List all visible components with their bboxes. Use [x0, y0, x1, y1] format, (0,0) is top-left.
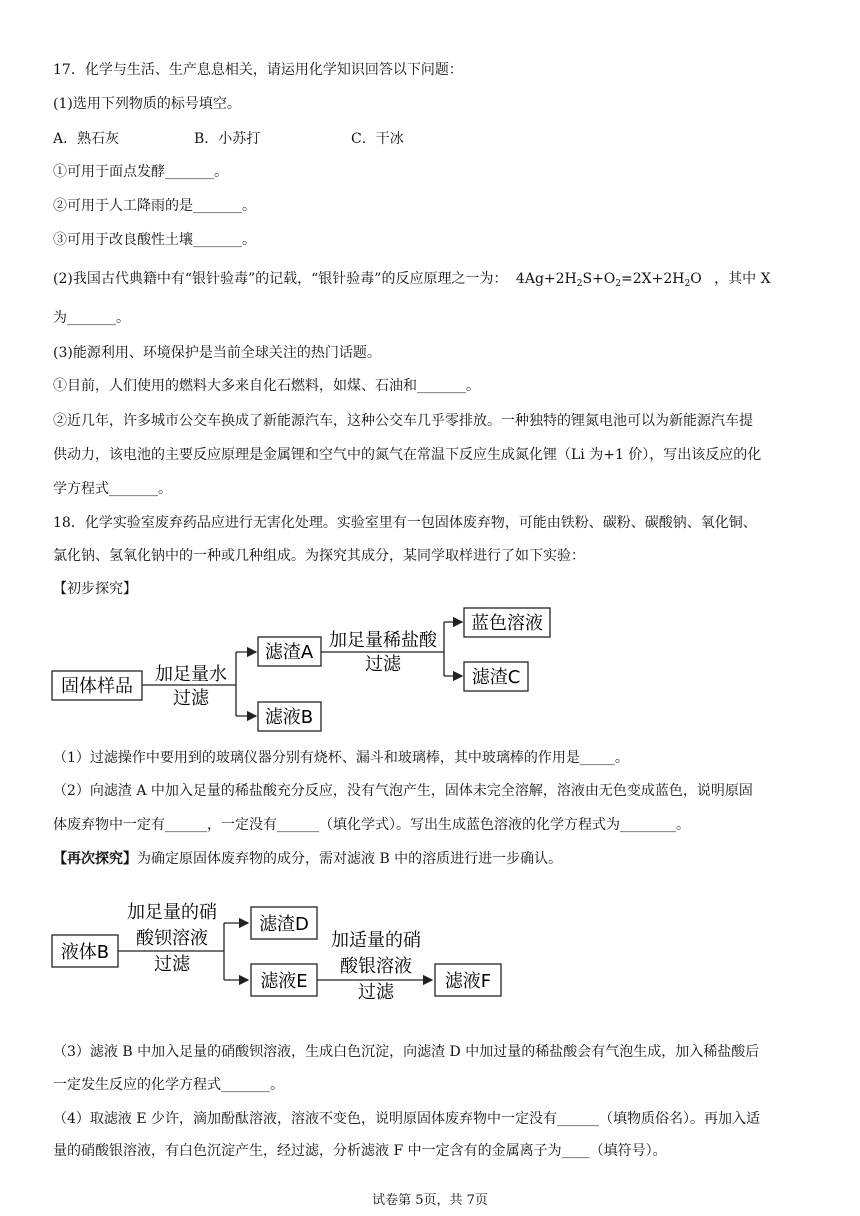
q17-part3: (3)能源利用、环境保护是当前全球关注的热门话题。: [53, 345, 381, 361]
step2-top-label: 加足量稀盐酸: [329, 630, 437, 651]
sample-label: 固体样品: [61, 676, 133, 697]
flow-diagram-1: [48, 604, 558, 740]
q18-stem-b: 氯化钠、氢氧化钠中的一种或几种组成。为探究其成分，某同学取样进行了如下实验：: [53, 548, 585, 564]
q17-part1: (1)选用下列物质的标号填空。: [53, 96, 241, 112]
reaction-equation: $4Ag+2H_2S+O_2=2X+2H_2O$: [515, 271, 702, 289]
section-second-text: 为确定原固体废弃物的成分，需对滤液 B 中的溶质进行进一步确认。: [137, 851, 563, 867]
q17-part3-2b: 供动力，该电池的主要反应原理是金属锂和空气中的氮气在常温下反应生成氮化锂（Li 为+1 价），写出该反应的化: [53, 447, 762, 463]
flow2-step1-line1: 加足量的硝: [127, 902, 217, 923]
residue-c-label: 滤渣C: [471, 667, 521, 688]
q17-blank-2: ②可用于人工降雨的是_______。: [53, 198, 256, 214]
q17-stem: 17．化学与生活、生产息息相关，请运用化学知识回答以下问题：: [53, 62, 463, 78]
q17-blank-1: ①可用于面点发酵_______。: [53, 164, 228, 180]
blue-solution-label: 蓝色溶液: [471, 613, 543, 634]
q18-sub2b: 体废弃物中一定有______，一定没有______（填化学式）。写出生成蓝色溶液的化学方程式为________。: [53, 817, 690, 833]
filtrate-f-label: 滤液F: [444, 971, 492, 992]
q18-sub1: （1）过滤操作中要用到的玻璃仪器分别有烧杯、漏斗和玻璃棒，其中玻璃棒的作用是_____。: [53, 750, 629, 766]
residue-a-label: 滤渣A: [264, 642, 314, 663]
option-a: A．熟石灰: [53, 131, 120, 147]
step1-top-label: 加足量水: [155, 664, 227, 685]
option-b: B．小苏打: [194, 131, 261, 147]
flow2-step2-line1: 加适量的硝: [331, 930, 421, 951]
q18-sub2a: （2）向滤渣 A 中加入足量的稀盐酸充分反应，没有气泡产生，固体未完全溶解，溶液由无色变成蓝色，说明原固: [53, 783, 753, 799]
q17-part3-2a: ②近几年，许多城市公交车换成了新能源汽车，这种公交车几乎零排放。一种独特的锂氮电池可以为新能源汽车提: [53, 413, 753, 429]
q17-part3-2c: 学方程式_______。: [53, 481, 172, 497]
flow2-step1-line3: 过滤: [154, 954, 190, 975]
section-second-label: 【再次探究】: [53, 851, 137, 867]
q18-sub4b: 量的硝酸银溶液，有白色沉淀产生，经过滤，分析滤液 F 中一定含有的金属离子为____（填符号）。: [53, 1143, 667, 1159]
section-second-explore: [53, 849, 562, 869]
filtrate-b-label: 滤液B: [264, 707, 314, 728]
flow-diagram-2: [48, 898, 518, 1006]
flow2-step1-line2: 酸钡溶液: [136, 928, 208, 949]
q17-part2: [53, 269, 771, 294]
step2-bottom-label: 过滤: [365, 654, 401, 675]
q17-blank-3: ③可用于改良酸性土壤_______。: [53, 232, 256, 248]
q18-sub3b: 一定发生反应的化学方程式_______。: [53, 1077, 284, 1093]
q17-part2-text: (2)我国古代典籍中有“银针验毒”的记载，“银针验毒”的反应原理之一为：: [53, 271, 508, 287]
option-c: C．干冰: [351, 131, 404, 147]
q18-stem-a: 18．化学实验室废弃药品应进行无害化处理。实验室里有一包固体废弃物，可能由铁粉、碳粉、碳酸钠、氧化铜、: [53, 515, 757, 531]
page-footer: 试卷第 5页，共 7页: [372, 1193, 488, 1208]
residue-d-label: 滤渣D: [259, 914, 309, 935]
flow2-step2-line3: 过滤: [358, 982, 394, 1003]
q18-sub3a: （3）滤液 B 中加入足量的硝酸钡溶液，生成白色沉淀，向滤渣 D 中加过量的稀盐酸会有气泡生成，加入稀盐酸后: [53, 1044, 760, 1060]
filtrate-e-label: 滤液E: [260, 971, 308, 992]
q17-part2-line2: 为_______。: [53, 310, 130, 326]
q18-sub4a: （4）取滤液 E 少许，滴加酚酞溶液，溶液不变色，说明原固体废弃物中一定没有______（填物质俗名）。再加入适: [53, 1111, 761, 1127]
liquid-b-label: 液体B: [60, 942, 110, 963]
q17-part3-1: ①目前，人们使用的燃料大多来自化石燃料，如煤、石油和_______。: [53, 378, 480, 394]
step1-bottom-label: 过滤: [173, 688, 209, 709]
q17-part2-tail: ，其中 X: [714, 271, 771, 287]
section-initial-explore: 【初步探究】: [53, 581, 137, 597]
flow2-step2-line2: 酸银溶液: [340, 956, 412, 977]
